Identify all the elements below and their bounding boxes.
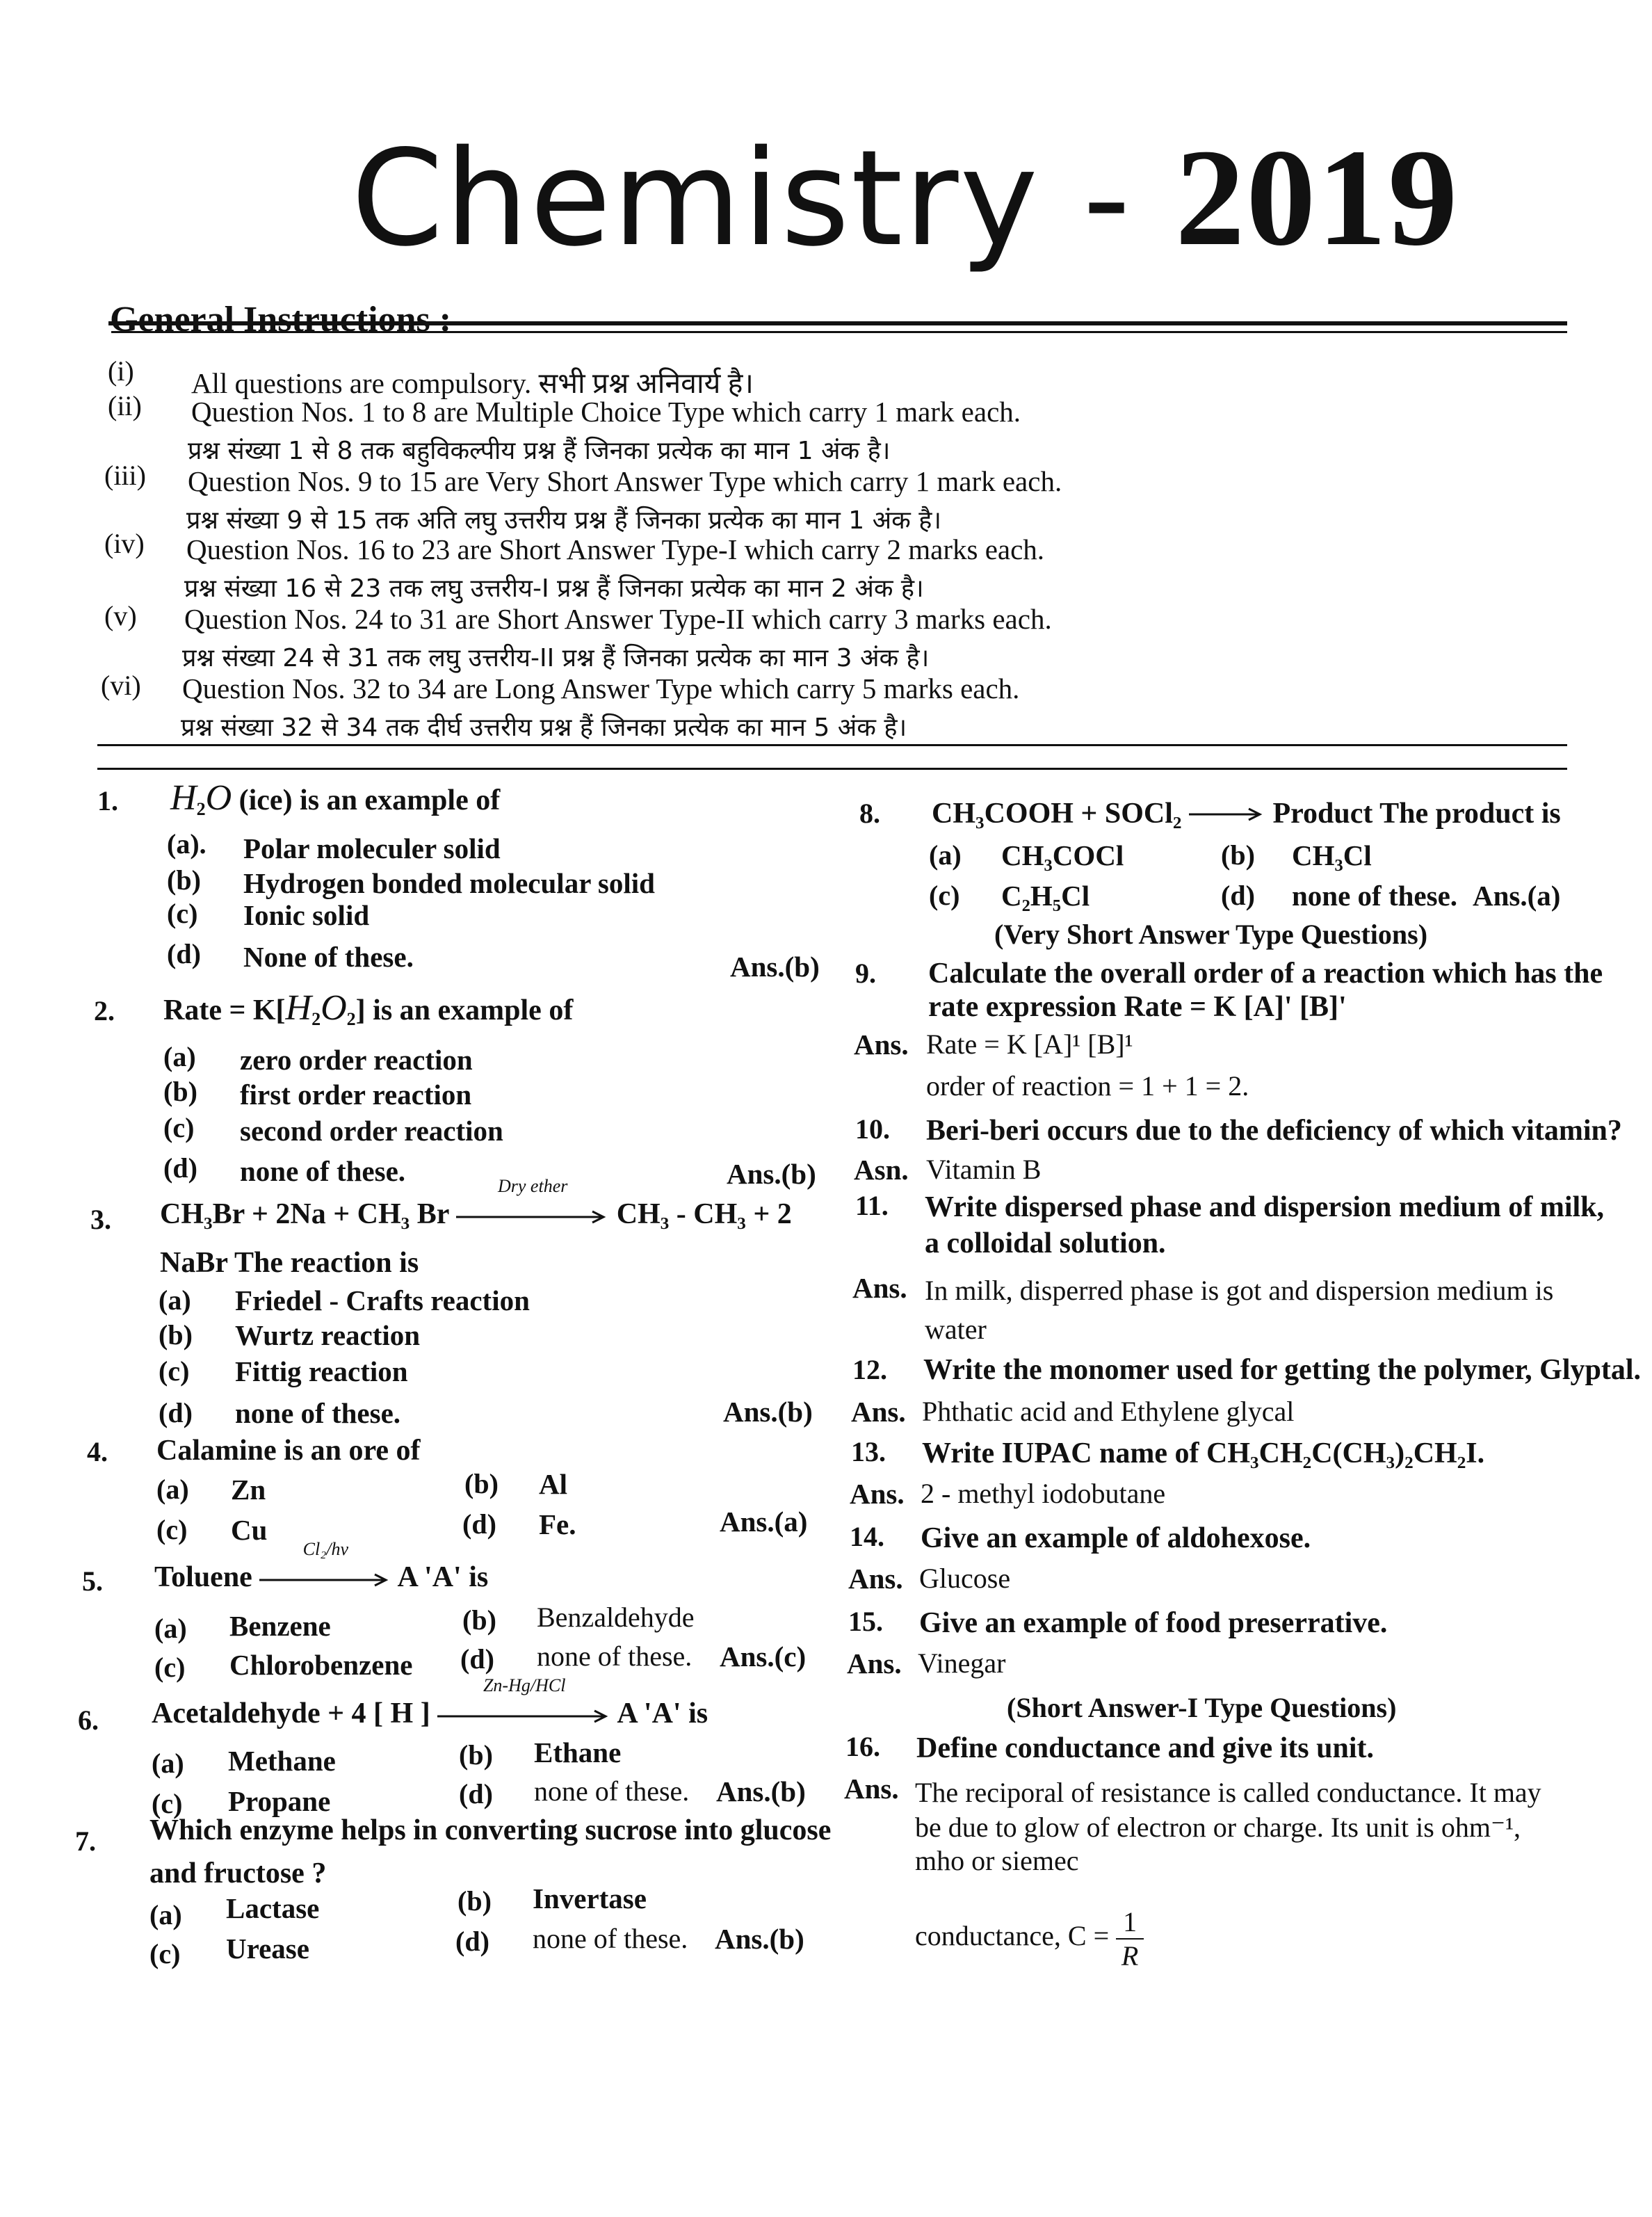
question-text xyxy=(160,1176,792,1233)
option-text: none of these. xyxy=(235,1397,401,1429)
question-text xyxy=(154,1539,489,1596)
option-text: Cu xyxy=(231,1514,268,1546)
option-label: (b) xyxy=(462,1604,496,1636)
answer-label: Ans. xyxy=(854,1029,909,1061)
option-text: second order reaction xyxy=(240,1115,503,1147)
reaction-arrow xyxy=(259,1539,391,1596)
option-text: none of these. xyxy=(1292,880,1458,912)
option-text: Benzaldehyde xyxy=(537,1602,695,1633)
question-text-cont: and fructose ? xyxy=(149,1857,327,1889)
divider-instructions-end xyxy=(97,744,1567,746)
question-text: Calculate the overall order of a reaction which has the xyxy=(928,958,1603,990)
instruction-number: (i) xyxy=(108,355,134,387)
divider-top-thin xyxy=(111,331,1567,333)
arrow-condition: Zn-Hg/HCl xyxy=(483,1675,566,1696)
option-label: (a) xyxy=(152,1748,184,1779)
arrow-right-icon xyxy=(1189,806,1265,823)
arrow-right-icon xyxy=(456,1209,609,1225)
page-title xyxy=(351,118,1459,277)
reaction-reactants: CH₃Br + 2Na + CH₃ Br xyxy=(160,1198,449,1230)
title-year: 2019 xyxy=(1175,121,1459,275)
option-text: Benzene xyxy=(229,1610,331,1642)
instruction-number: (iv) xyxy=(104,528,145,559)
divider-top xyxy=(108,321,1567,325)
question-text: Calamine is an ore of xyxy=(156,1435,421,1467)
question-text-cont: NaBr The reaction is xyxy=(160,1247,419,1279)
answer-text: Vitamin B xyxy=(926,1154,1042,1185)
formula-sub: 2 xyxy=(346,1009,356,1029)
option-label: (a) xyxy=(154,1613,187,1644)
question-text xyxy=(163,987,573,1030)
option-label: (d) xyxy=(459,1778,493,1809)
answer-label: Ans. xyxy=(844,1773,899,1805)
option-text: Chlorobenzene xyxy=(229,1649,413,1681)
reactant: Toluene xyxy=(154,1561,252,1593)
answer-text: In milk, disperred phase is got and dispersion medium is xyxy=(925,1275,1554,1306)
answer-text: mho or siemec xyxy=(915,1845,1079,1876)
answer: Ans.(b) xyxy=(727,1158,816,1190)
answer-label: Asn. xyxy=(854,1154,909,1186)
option-text: Propane xyxy=(228,1785,331,1817)
answer: Ans.(b) xyxy=(730,951,820,983)
option-label: (c) xyxy=(156,1514,188,1545)
option-label: (b) xyxy=(457,1885,492,1917)
option-label: (c) xyxy=(163,1112,195,1143)
answer: Ans.(c) xyxy=(720,1640,807,1672)
question-number: 15. xyxy=(848,1606,883,1637)
instruction-number: (iii) xyxy=(104,460,146,491)
answer-label: Ans. xyxy=(852,1272,907,1304)
option-label: (d) xyxy=(462,1508,496,1540)
answer-text: be due to glow of electron or charge. Its unit is ohm⁻¹, xyxy=(915,1812,1521,1843)
question-text: Give an example of aldohexose. xyxy=(921,1522,1311,1554)
formula-sub: 2 xyxy=(196,799,206,819)
option-label: (c) xyxy=(152,1788,183,1819)
question-number: 16. xyxy=(845,1731,880,1762)
option-label: (c) xyxy=(159,1355,190,1387)
fraction-denominator: R xyxy=(1121,1940,1139,1972)
option-text: first order reaction xyxy=(240,1079,472,1111)
question-number: 4. xyxy=(87,1436,108,1467)
answer-label: Ans. xyxy=(851,1396,906,1428)
section-heading: (Short Answer-I Type Questions) xyxy=(1007,1692,1397,1723)
question-number: 6. xyxy=(78,1704,99,1736)
option-label: (d) xyxy=(460,1643,494,1675)
instruction-number: (vi) xyxy=(101,670,141,701)
option-text: Fe. xyxy=(539,1508,576,1540)
answer-label: Ans. xyxy=(850,1478,905,1510)
option-text: C₂H₅Cl xyxy=(1001,880,1090,912)
question-number: 13. xyxy=(851,1436,886,1467)
option-label: (a) xyxy=(163,1041,196,1072)
option-label: (c) xyxy=(149,1938,181,1969)
option-text: CH₃COCl xyxy=(1001,839,1124,871)
question-text xyxy=(170,777,500,820)
question-text: Write IUPAC name of CH₃CH₂C(CH₃)₂CH₂I. xyxy=(922,1437,1485,1469)
option-text: Hydrogen bonded molecular solid xyxy=(243,867,655,899)
option-text: Methane xyxy=(228,1745,336,1777)
section-heading: (Very Short Answer Type Questions) xyxy=(994,919,1428,950)
instruction-text-hindi: प्रश्न संख्या 24 से 31 तक लघु उत्तरीय-II प्रश्न हैं जिनका प्रत्येक का मान 3 अंक है। xyxy=(182,644,930,672)
option-text: none of these. xyxy=(534,1775,690,1807)
answer-text: 2 - methyl iodobutane xyxy=(921,1478,1166,1509)
question-text: Beri-beri occurs due to the deficiency of which vitamin? xyxy=(926,1115,1622,1147)
question-number: 12. xyxy=(852,1354,887,1385)
question-body: A 'A' is xyxy=(617,1698,708,1730)
answer-text: Glucose xyxy=(919,1563,1011,1594)
arrow-condition: Dry ether xyxy=(498,1176,568,1197)
option-text: None of these. xyxy=(243,941,414,973)
formula-sub: 2 xyxy=(311,1009,321,1029)
question-number: 2. xyxy=(94,995,115,1026)
fraction-numerator: 1 xyxy=(1116,1905,1144,1940)
option-label: (a) xyxy=(159,1284,191,1316)
fraction xyxy=(1116,1905,1144,1972)
answer-text: water xyxy=(925,1314,987,1345)
option-text: Ionic solid xyxy=(243,899,370,931)
title-subject: Chemistry xyxy=(351,122,1039,275)
question-number: 7. xyxy=(75,1825,96,1857)
option-label: (b) xyxy=(159,1319,193,1351)
option-text: Ethane xyxy=(534,1736,622,1768)
question-text xyxy=(932,797,1561,830)
title-dash: - xyxy=(1083,122,1132,275)
option-text: Polar moleculer solid xyxy=(243,832,501,864)
option-text: none of these. xyxy=(240,1155,406,1187)
formula-label: conductance, C = xyxy=(915,1920,1110,1952)
option-text: Invertase xyxy=(533,1883,647,1914)
option-text: zero order reaction xyxy=(240,1044,473,1076)
reaction-reactants: CH₃COOH + SOCl₂ xyxy=(932,798,1182,830)
question-number: 8. xyxy=(859,798,880,829)
option-label: (d) xyxy=(1221,880,1255,911)
formula-o: O xyxy=(321,988,347,1028)
divider-instructions-end-2 xyxy=(97,768,1567,770)
option-text: Al xyxy=(539,1468,567,1500)
option-text: none of these. xyxy=(533,1923,688,1954)
option-label: (c) xyxy=(154,1652,186,1683)
question-body: Product The product is xyxy=(1272,798,1561,830)
option-label: (d) xyxy=(455,1926,489,1957)
instruction-text-hindi: प्रश्न संख्या 16 से 23 तक लघु उत्तरीय-I प्रश्न हैं जिनका प्रत्येक का मान 2 अंक है। xyxy=(184,574,924,603)
answer-text: Vinegar xyxy=(918,1647,1006,1679)
instruction-text: Question Nos. 1 to 8 are Multiple Choice Type which carry 1 mark each. xyxy=(191,396,1021,428)
answer-text: Rate = K [A]¹ [B]¹ xyxy=(926,1029,1133,1060)
option-label: (a) xyxy=(149,1899,182,1930)
instruction-text: All questions are compulsory. सभी प्रश्न अनिवार्य है। xyxy=(191,367,754,399)
question-text: Give an example of food preserrative. xyxy=(919,1607,1388,1639)
question-text: Write dispersed phase and dispersion medium of milk, xyxy=(925,1191,1605,1223)
option-text: Urease xyxy=(226,1933,309,1965)
question-number: 5. xyxy=(82,1565,103,1597)
reaction-arrow xyxy=(456,1176,609,1233)
instruction-number: (v) xyxy=(104,600,137,631)
answer-text: order of reaction = 1 + 1 = 2. xyxy=(926,1070,1249,1102)
reaction-products: CH₃ - CH₃ + 2 xyxy=(616,1198,792,1230)
answer-label: Ans. xyxy=(847,1647,902,1679)
instructions-heading: General Instructions : xyxy=(110,300,452,339)
answer-text: Phthatic acid and Ethylene glycal xyxy=(922,1396,1295,1427)
option-text: Friedel - Crafts reaction xyxy=(235,1284,530,1316)
reactant: Acetaldehyde + 4 [ H ] xyxy=(152,1698,430,1730)
arrow-condition: Cl₂/hv xyxy=(302,1539,349,1560)
question-body: A 'A' is xyxy=(397,1561,489,1593)
instruction-text: Question Nos. 24 to 31 are Short Answer Type-II which carry 3 marks each. xyxy=(184,603,1052,635)
answer-text: The reciporal of resistance is called conductance. It may xyxy=(915,1777,1541,1808)
instruction-text: Question Nos. 16 to 23 are Short Answer Type-I which carry 2 marks each. xyxy=(186,533,1045,565)
question-number: 11. xyxy=(855,1190,889,1221)
option-text: Lactase xyxy=(226,1892,320,1924)
question-text-cont: rate expression Rate = K [A]' [B]' xyxy=(928,991,1347,1023)
option-label: (a) xyxy=(929,839,962,871)
question-text: Define conductance and give its unit. xyxy=(916,1732,1375,1764)
question-number: 3. xyxy=(90,1204,111,1235)
instruction-text: Question Nos. 9 to 15 are Very Short Answer Type which carry 1 mark each. xyxy=(188,465,1062,497)
arrow-right-icon xyxy=(259,1572,391,1588)
option-label: (b) xyxy=(1221,839,1255,871)
question-text-cont: a colloidal solution. xyxy=(925,1227,1166,1259)
question-text: Write the monomer used for getting the polymer, Glyptal. xyxy=(923,1354,1642,1386)
option-label: (d) xyxy=(167,938,201,969)
option-label: (b) xyxy=(163,1076,197,1107)
option-label: (b) xyxy=(167,864,201,896)
question-body: (ice) is an example of xyxy=(238,784,501,816)
option-label: (b) xyxy=(464,1468,499,1499)
instruction-number: (ii) xyxy=(108,390,142,421)
answer: Ans.(b) xyxy=(716,1775,806,1807)
answer: Ans.(a) xyxy=(720,1506,808,1538)
arrow-right-icon xyxy=(437,1708,611,1725)
option-label: (a). xyxy=(167,828,206,860)
reaction-arrow xyxy=(437,1675,611,1732)
option-label: (d) xyxy=(159,1397,193,1428)
formula xyxy=(915,1905,1144,1972)
instruction-text-hindi: प्रश्न संख्या 32 से 34 तक दीर्घ उत्तरीय प्रश्न हैं जिनका प्रत्येक का मान 5 अंक है। xyxy=(181,714,907,742)
question-number: 1. xyxy=(97,785,118,816)
option-label: (c) xyxy=(929,880,960,911)
answer: Ans.(a) xyxy=(1473,880,1561,912)
question-number: 9. xyxy=(855,958,876,989)
formula-h: H xyxy=(285,988,312,1028)
question-number: 10. xyxy=(855,1113,890,1145)
option-label: (b) xyxy=(459,1739,493,1771)
option-label: (d) xyxy=(163,1152,197,1184)
option-text: Wurtz reaction xyxy=(235,1319,421,1351)
question-text xyxy=(152,1675,708,1732)
option-text: CH₃Cl xyxy=(1292,839,1372,871)
instruction-text-hindi: प्रश्न संख्या 1 से 8 तक बहुविकल्पीय प्रश्न हैं जिनका प्रत्येक का मान 1 अंक है। xyxy=(188,437,891,465)
rate-prefix: Rate = K[ xyxy=(163,994,286,1026)
option-text: Fittig reaction xyxy=(235,1355,408,1387)
option-text: none of these. xyxy=(537,1640,693,1672)
answer: Ans.(b) xyxy=(715,1923,804,1955)
question-text: Which enzyme helps in converting sucrose into glucose xyxy=(149,1814,832,1846)
answer-label: Ans. xyxy=(848,1563,903,1595)
option-label: (a) xyxy=(156,1474,189,1505)
instruction-text-hindi: प्रश्न संख्या 9 से 15 तक अति लघु उत्तरीय प्रश्न हैं जिनका प्रत्येक का मान 1 अंक है। xyxy=(186,506,941,535)
question-number: 14. xyxy=(850,1521,884,1552)
option-label: (c) xyxy=(167,898,198,929)
instruction-text: Question Nos. 32 to 34 are Long Answer Type which carry 5 marks each. xyxy=(182,672,1020,704)
option-text: Zn xyxy=(231,1474,266,1506)
formula-h: H xyxy=(170,778,197,818)
formula-o: O xyxy=(205,778,232,818)
answer: Ans.(b) xyxy=(723,1396,813,1428)
question-body: ] is an example of xyxy=(355,994,574,1026)
